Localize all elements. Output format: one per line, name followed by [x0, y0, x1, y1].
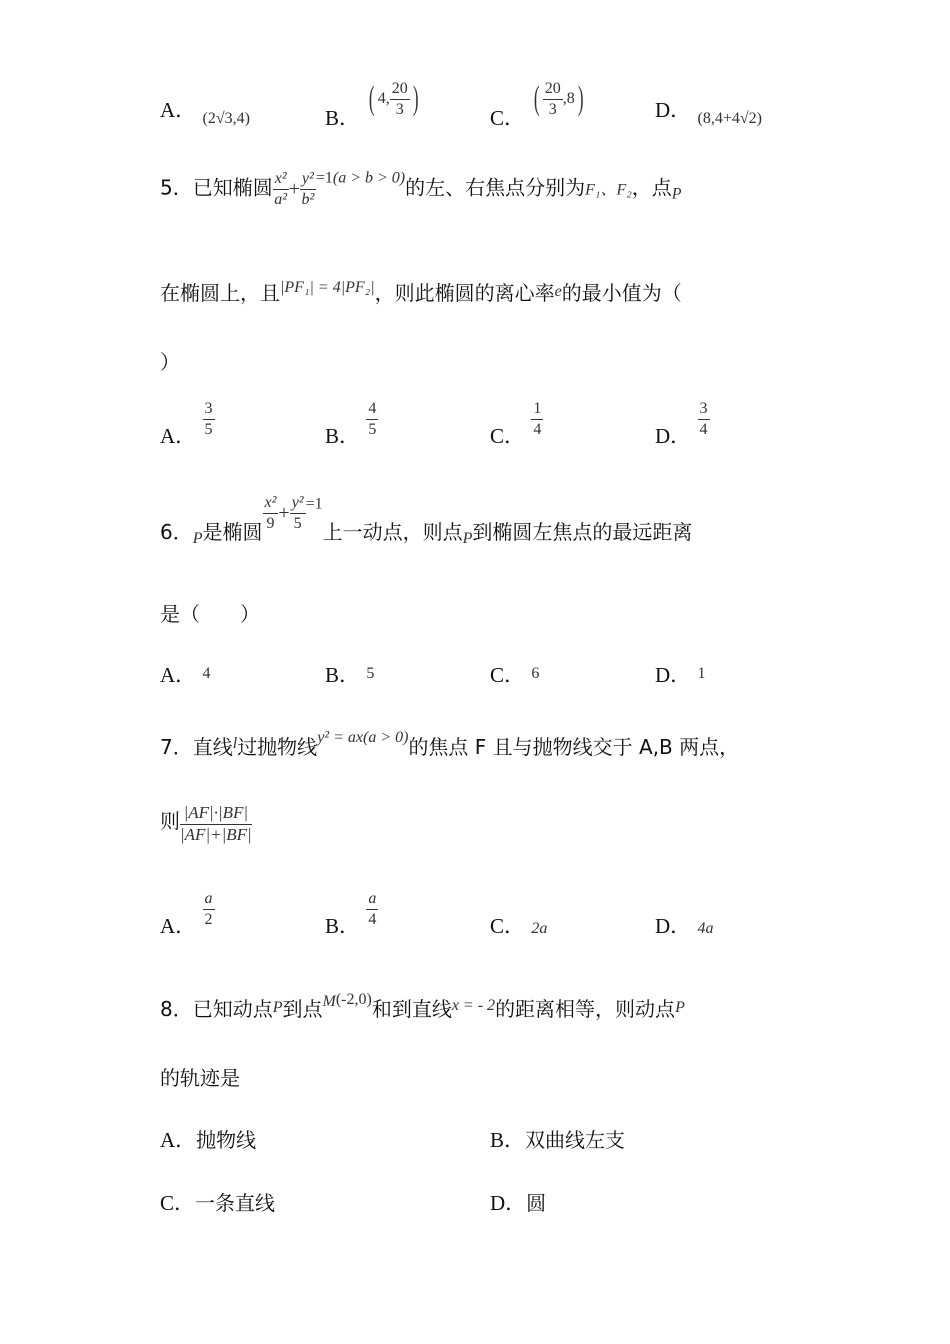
option-value: 2a	[531, 920, 548, 937]
q7-option-d[interactable]	[655, 916, 714, 937]
option-label: C．	[160, 1191, 196, 1215]
fraction	[366, 400, 378, 438]
q7-option-b[interactable]	[325, 890, 378, 938]
stem-text: ）	[160, 350, 180, 374]
option-label: A．	[160, 98, 197, 122]
option-label: D．	[655, 914, 692, 938]
stem-text: 到点	[282, 997, 323, 1021]
point-m-coords: (-2,0)	[335, 991, 372, 1008]
option-label: D．	[655, 98, 692, 122]
point-m: M	[322, 993, 336, 1010]
q6-stem-line2	[160, 604, 260, 624]
equals: =1	[305, 495, 323, 513]
stem-text: 到椭圆左焦点的最远距离	[472, 519, 693, 544]
option-label: B．	[325, 423, 361, 448]
q7-stem-line2	[160, 804, 252, 844]
stem-text: 的最小值为（	[561, 281, 682, 305]
fraction-x	[263, 494, 279, 532]
q4-option-c[interactable]	[490, 80, 586, 130]
fraction	[203, 890, 215, 928]
fraction	[698, 400, 710, 438]
denominator: 9	[266, 514, 275, 532]
option-label: B．	[325, 913, 361, 938]
point-p: P	[272, 999, 283, 1016]
numerator: 20	[390, 80, 410, 100]
question-number: 7．	[160, 735, 193, 759]
q6-option-c[interactable]	[490, 665, 539, 686]
q5-option-d[interactable]	[655, 400, 710, 448]
stem-text: 则	[160, 808, 180, 833]
denominator: 5	[293, 514, 302, 532]
question-number: 6．	[160, 519, 193, 544]
option-label: A．	[160, 1128, 197, 1152]
fraction-y	[300, 170, 316, 208]
fraction	[366, 890, 378, 928]
stem-text: 已知椭圆	[192, 175, 273, 200]
option-expr: (2√3,4)	[202, 110, 250, 127]
denominator: a²	[274, 190, 288, 208]
q6-option-b[interactable]	[325, 665, 374, 686]
option-text: 双曲线左支	[525, 1128, 626, 1152]
denominator: 4	[533, 420, 542, 438]
q7-option-c[interactable]	[490, 916, 547, 937]
q8-option-b[interactable]	[490, 1130, 625, 1151]
denominator: 3	[548, 100, 557, 118]
q5-stem-line1	[160, 170, 682, 208]
q5-stem-line3	[160, 352, 180, 372]
fraction-x	[273, 170, 289, 208]
q4-option-d[interactable]	[655, 98, 762, 127]
option-label: D．	[655, 663, 692, 687]
denominator: 4	[699, 420, 708, 438]
option-expr: (8,4+4√2)	[697, 110, 762, 127]
option-label: C．	[490, 914, 526, 938]
q5-stem-line2	[160, 280, 682, 303]
denominator: 4	[368, 910, 377, 928]
line-equation: x = - 2	[451, 997, 496, 1014]
fraction	[203, 400, 215, 438]
option-label: A．	[160, 663, 197, 687]
stem-text: 过抛物线	[237, 735, 318, 759]
q6-option-d[interactable]	[655, 665, 706, 686]
numerator: 1	[531, 400, 543, 420]
option-label: D．	[490, 1191, 527, 1215]
denominator: |AF|+|BF|	[180, 824, 252, 844]
denominator: 3	[395, 100, 404, 118]
denominator: 5	[368, 420, 377, 438]
q6-option-a[interactable]	[160, 665, 211, 686]
stem-text: 和到直线	[371, 997, 452, 1021]
plus-sign: +	[278, 502, 290, 525]
parabola-equation: y² = ax(a > 0)	[317, 729, 409, 746]
q4-option-a[interactable]	[160, 98, 250, 127]
point-p: P	[462, 529, 473, 547]
option-value: 4a	[697, 920, 714, 937]
numerator: 3	[698, 400, 710, 420]
eccentricity: e	[554, 283, 562, 300]
line-l: l	[232, 735, 238, 752]
paren-close: )	[577, 80, 584, 118]
numerator: a	[366, 890, 378, 910]
point-p: P	[192, 529, 203, 547]
option-label: B．	[325, 105, 361, 130]
q5-option-a[interactable]	[160, 400, 215, 448]
stem-text: 的左、右焦点分别为	[405, 175, 586, 200]
relation: |PF₁| = 4|PF₂|	[280, 279, 375, 296]
fraction	[543, 80, 563, 118]
numerator: y²	[300, 170, 316, 190]
numerator: x²	[263, 494, 279, 514]
option-label: B．	[325, 663, 361, 687]
numerator: 20	[543, 80, 563, 100]
fraction-y	[290, 494, 306, 532]
option-label: D．	[655, 423, 692, 448]
stem-text: 已知动点	[192, 997, 273, 1021]
option-value: 1	[697, 665, 706, 682]
stem-text: 在椭圆上，且	[160, 281, 280, 305]
option-text: 抛物线	[196, 1128, 257, 1152]
denominator: b²	[301, 190, 315, 208]
option-label: B．	[490, 1128, 526, 1152]
stem-text: 上一动点，则点	[322, 519, 463, 544]
option-text: 圆	[526, 1191, 547, 1215]
numerator: x²	[273, 170, 289, 190]
paren-open: (	[369, 80, 375, 118]
q7-stem-line1	[160, 730, 739, 757]
q8-stem-line1	[160, 992, 685, 1019]
question-number: 5．	[160, 175, 193, 200]
option-value: 4	[202, 665, 211, 682]
q7-option-a[interactable]	[160, 890, 215, 938]
numerator: |AF|·|BF|	[180, 804, 252, 825]
fraction-af-bf	[180, 804, 252, 844]
numerator: y²	[290, 494, 306, 514]
fraction	[390, 80, 410, 118]
equals: =1	[315, 169, 333, 187]
q8-option-a[interactable]	[160, 1130, 256, 1151]
option-label: C．	[490, 105, 526, 130]
q5-option-c[interactable]	[490, 400, 543, 448]
stem-text: 的焦点 F 且与抛物线交于 A,B 两点，	[408, 735, 740, 759]
question-number: 8．	[160, 997, 193, 1021]
stem-text: 直线	[192, 735, 233, 759]
numerator: 3	[203, 400, 215, 420]
stem-text: ，点	[631, 175, 672, 200]
q8-stem-line2	[160, 1068, 240, 1088]
fraction	[531, 400, 543, 438]
option-label: C．	[490, 663, 526, 687]
q4-option-b[interactable]	[325, 80, 421, 130]
stem-text: ，则此椭圆的离心率	[374, 281, 555, 305]
stem-text: 是（ ）	[160, 602, 260, 626]
stem-text: 是椭圆	[202, 519, 263, 544]
denominator: 2	[204, 910, 213, 928]
q8-option-c[interactable]	[160, 1193, 275, 1214]
q6-stem-line1	[160, 494, 693, 547]
option-value: 5	[366, 665, 375, 682]
option-label: A．	[160, 913, 197, 938]
denominator: 5	[204, 420, 213, 438]
option-suffix: ,8	[562, 90, 575, 108]
numerator: a	[203, 890, 215, 910]
condition: (a > b > 0)	[332, 169, 406, 187]
option-label: C．	[490, 423, 526, 448]
point-p: P	[675, 999, 685, 1016]
q5-option-b[interactable]	[325, 400, 378, 448]
option-value: 6	[531, 665, 540, 682]
point-p: P	[671, 185, 682, 203]
plus-sign: +	[288, 178, 300, 201]
foci: F₁、F₂	[585, 181, 632, 199]
option-prefix: 4,	[377, 90, 390, 108]
option-label: A．	[160, 423, 197, 448]
paren-close: )	[412, 80, 419, 118]
paren-open: (	[534, 80, 540, 118]
numerator: 4	[366, 400, 378, 420]
stem-text: 的轨迹是	[160, 1066, 240, 1090]
stem-text: 的距离相等，则动点	[495, 997, 676, 1021]
option-text: 一条直线	[195, 1191, 276, 1215]
q8-option-d[interactable]	[490, 1193, 546, 1214]
